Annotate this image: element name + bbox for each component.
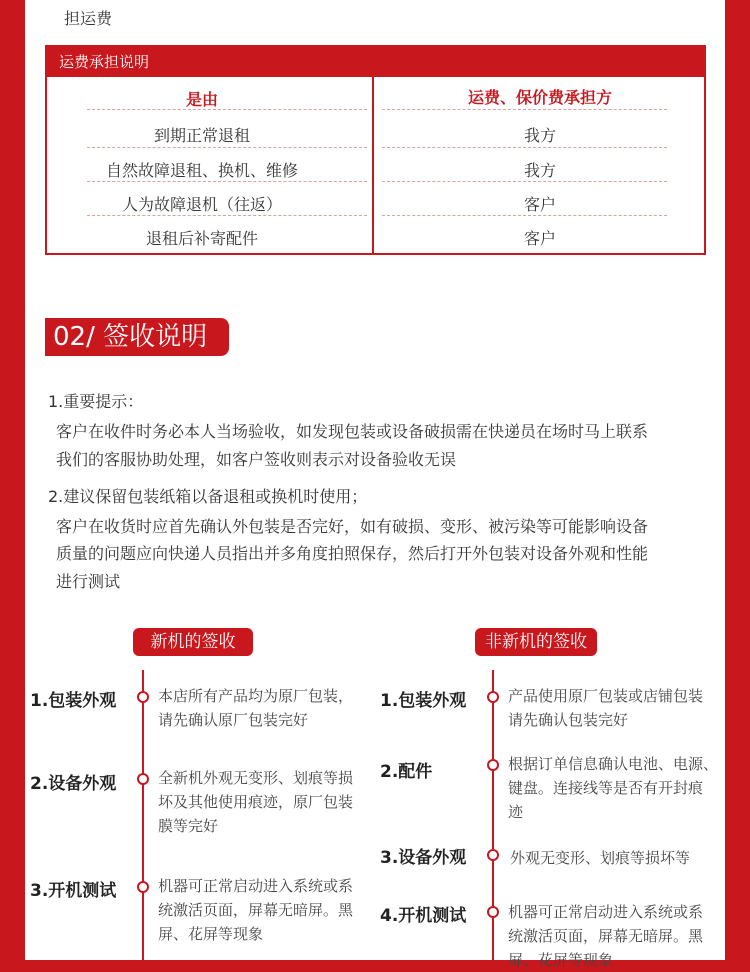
- used-step-desc: 屏、花屏等现象: [508, 951, 614, 969]
- used-machine-header: 非新机的签收: [475, 628, 597, 656]
- fee-row-reason: 退租后补寄配件: [145, 229, 258, 248]
- timeline-dot: [487, 849, 499, 861]
- used-step-desc: 外观无变形、划痕等损坏等: [510, 849, 691, 867]
- fee-table-divider: [372, 77, 374, 255]
- new-step-desc: 统激活页面，屏幕无暗屏。黑: [158, 901, 354, 919]
- fee-col-header-reason: 是由: [185, 90, 218, 109]
- fee-col-header-payer: 运费、保价费承担方: [467, 88, 612, 107]
- fee-row-payer: 客户: [523, 195, 556, 214]
- new-step-desc: 坏及其他使用痕迹，原厂包装: [158, 793, 354, 811]
- fee-row-payer: 我方: [523, 126, 556, 145]
- top-text-fragment: 担运费: [64, 9, 113, 28]
- tip2-line: 质量的问题应向快递人员指出并多角度拍照保存，然后打开外包装对设备外观和性能: [56, 544, 649, 563]
- fee-row-reason: 人为故障退机（往返）: [121, 195, 282, 214]
- used-step-label: 3.设备外观: [380, 848, 467, 868]
- timeline-dot: [487, 906, 499, 918]
- row-separator: [87, 147, 367, 148]
- tip2-line: 客户在收货时应首先确认外包装是否完好，如有破损、变形、被污染等可能影响设备: [56, 517, 649, 536]
- timeline-dot: [137, 881, 149, 893]
- timeline-dot: [137, 691, 149, 703]
- used-step-label: 2.配件: [380, 762, 433, 782]
- tip1-line: 客户在收件时务必本人当场验收，如发现包装或设备破损需在快递员在场时马上联系: [56, 422, 649, 441]
- tip2-title: 2.建议保留包装纸箱以备退租或换机时使用；: [48, 487, 368, 506]
- row-separator: [87, 215, 367, 216]
- new-step-label: 3.开机测试: [30, 881, 117, 901]
- row-separator: [382, 147, 667, 148]
- fee-row-reason: 自然故障退租、换机、维修: [105, 161, 298, 180]
- new-step-desc: 膜等完好: [158, 817, 219, 835]
- fee-row-payer: 我方: [523, 161, 556, 180]
- used-step-desc: 迹: [508, 803, 524, 821]
- section-title: 02/ 签收说明: [45, 318, 229, 356]
- new-step-desc: 请先确认原厂包装完好: [158, 711, 309, 729]
- row-separator: [87, 109, 367, 110]
- used-step-desc: 产品使用原厂包装或店铺包装: [508, 687, 704, 705]
- fee-table: [45, 45, 706, 255]
- used-step-label: 1.包装外观: [380, 691, 467, 711]
- used-step-desc: 机器可正常启动进入系统或系: [508, 903, 704, 921]
- new-machine-header: 新机的签收: [133, 628, 253, 656]
- fee-table-title: 运费承担说明: [47, 47, 704, 77]
- used-step-label: 4.开机测试: [380, 906, 467, 926]
- new-step-desc: 本店所有产品均为原厂包装，: [158, 687, 354, 705]
- timeline-dot: [487, 691, 499, 703]
- tip1-title: 1.重要提示：: [48, 392, 144, 411]
- new-timeline-line: [142, 670, 144, 960]
- new-step-label: 1.包装外观: [30, 691, 117, 711]
- timeline-dot: [137, 773, 149, 785]
- row-separator: [382, 181, 667, 182]
- fee-row-payer: 客户: [523, 229, 556, 248]
- row-separator: [382, 109, 667, 110]
- used-step-desc: 键盘。连接线等是否有开封痕: [508, 779, 704, 797]
- tip1-line: 我们的客服协助处理，如客户签收则表示对设备验收无误: [56, 450, 457, 469]
- row-separator: [382, 215, 667, 216]
- used-step-desc: 请先确认包装完好: [508, 711, 629, 729]
- new-step-label: 2.设备外观: [30, 774, 117, 794]
- used-step-desc: 统激活页面，屏幕无暗屏。黑: [508, 927, 704, 945]
- tip2-line: 进行测试: [56, 572, 121, 591]
- row-separator: [87, 181, 367, 182]
- fee-row-reason: 到期正常退租: [153, 126, 250, 145]
- new-step-desc: 全新机外观无变形、划痕等损: [158, 769, 354, 787]
- new-step-desc: 机器可正常启动进入系统或系: [158, 877, 354, 895]
- timeline-dot: [487, 759, 499, 771]
- new-step-desc: 屏、花屏等现象: [158, 925, 264, 943]
- used-step-desc: 根据订单信息确认电池、电源、: [508, 755, 719, 773]
